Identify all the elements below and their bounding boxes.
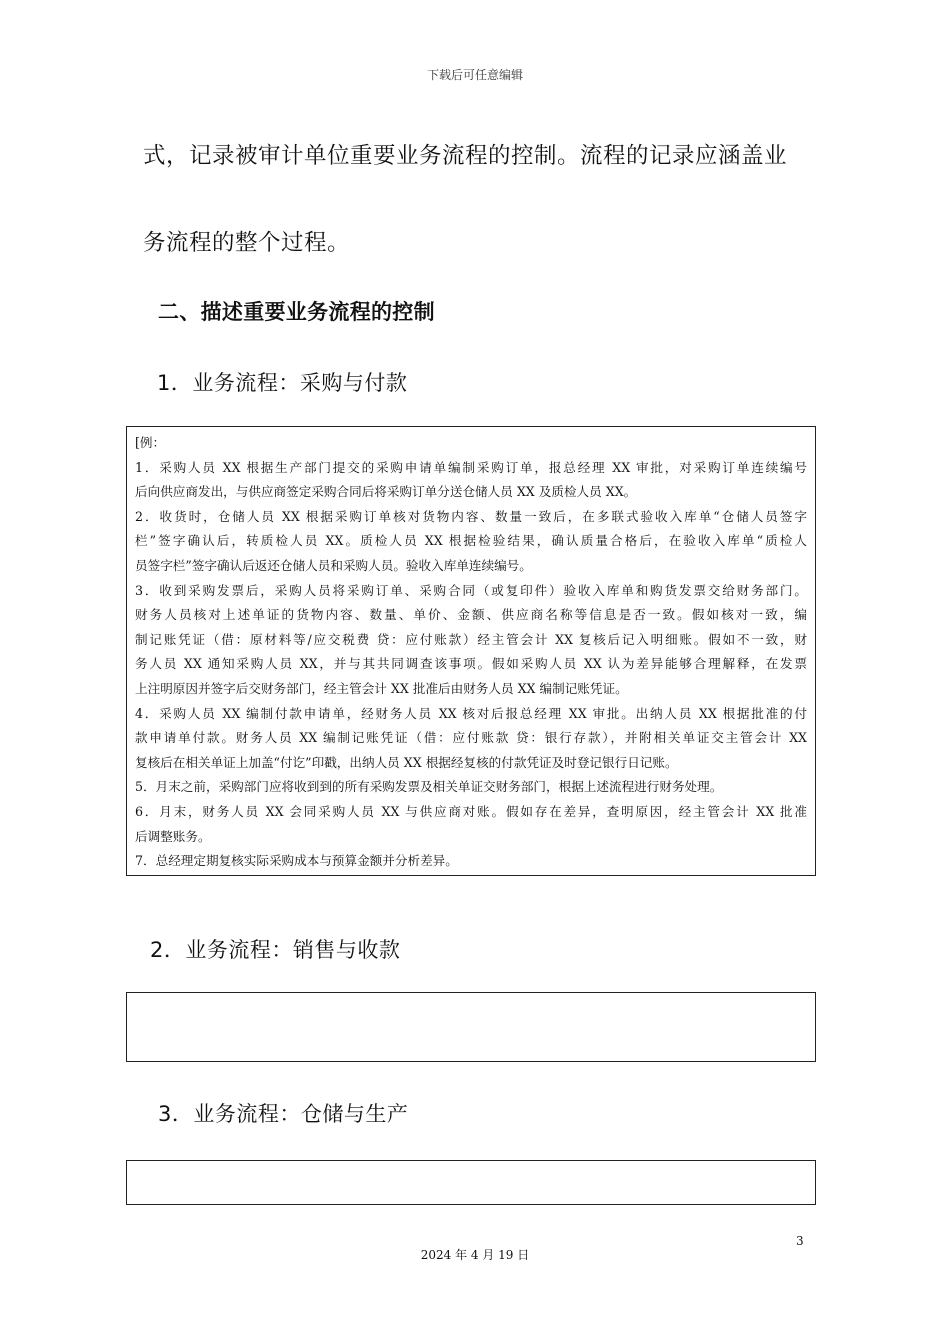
example-line: 上注明原因并签字后交财务部门，经主管会计 XX 批准后由财务人员 XX 编制记账凭证。 [135,680,628,696]
example-line: 7．总经理定期复核实际采购成本与预算金额并分析差异。 [135,853,458,869]
example-line: 务人员 XX 通知采购人员 XX，并与其共同调查该事项。假如采购人员 XX 认为差异能够合理解释，在发票 [135,656,807,672]
example-line: 2．收货时，仓储人员 XX 根据采购订单核对货物内容、数量一致后，在多联式验收入库单“仓储人员签字 [135,508,807,524]
body-text-line-2: 务流程的整个过程。 [143,230,351,256]
example-line: 4．采购人员 XX 编制付款申请单，经财务人员 XX 核对后报总经理 XX 审批。出纳人员 XX 根据批准的付 [135,705,807,721]
empty-box-sales [126,992,816,1062]
footer-date: 2024 年 4 月 19 日 [420,1248,530,1262]
body-text-line-1: 式，记录被审计单位重要业务流程的控制。流程的记录应涵盖业 [143,143,788,169]
example-line: 1．采购人员 XX 根据生产部门提交的采购申请单编制采购订单，报总经理 XX 审批，对采购订单连续编号 [135,459,807,475]
header-note: 下载后可任意编辑 [426,68,523,82]
example-line: 款申请单付款。财务人员 XX 编制记账凭证（借：应付账款 贷：银行存款），并附相关单证交主管会计 XX [135,730,807,746]
process-title-warehouse: 3．业务流程：仓储与生产 [158,1102,409,1126]
process-title-purchase: 1．业务流程：采购与付款 [157,371,408,395]
page-number: 3 [796,1234,804,1248]
process-title-sales: 2．业务流程：销售与收款 [150,938,401,962]
example-line: 后向供应商发出，与供应商签定采购合同后将采购订单分送仓储人员 XX 及质检人员 XX。 [135,484,637,500]
example-box-purchase [126,426,816,876]
example-line: [例： [135,435,166,450]
section-heading: 二、描述重要业务流程的控制 [158,300,435,324]
example-line: 财务人员核对上述单证的货物内容、数量、单价、金额、供应商名称等信息是否一致。假如核对一致，编 [135,607,807,623]
example-line: 栏”签字确认后，转质检人员 XX。质检人员 XX 根据检验结果，确认质量合格后，在验收入库单“质检人 [135,533,807,549]
example-line: 后调整账务。 [135,828,211,844]
example-line: 3．收到采购发票后，采购人员将采购订单、采购合同（或复印件）验收入库单和购货发票交给财务部门。 [135,582,807,598]
example-line: 5．月末之前，采购部门应将收到到的所有采购发票及相关单证交财务部门，根据上述流程进行财务处理。 [135,779,723,795]
example-line: 6．月末，财务人员 XX 会同采购人员 XX 与供应商对账。假如存在差异，查明原因，经主管会计 XX 批准 [135,803,807,819]
example-line: 复核后在相关单证上加盖“付讫”印戳，出纳人员 XX 根据经复核的付款凭证及时登记银行日记账。 [135,754,678,770]
example-line: 员签字栏”签字确认后返还仓储人员和采购人员。验收入库单连续编号。 [135,557,532,573]
empty-box-warehouse [126,1160,816,1205]
example-line: 制记账凭证（借：原材料等/应交税费 贷：应付账款）经主管会计 XX 复核后记入明细账。假如不一致，财 [135,631,807,647]
